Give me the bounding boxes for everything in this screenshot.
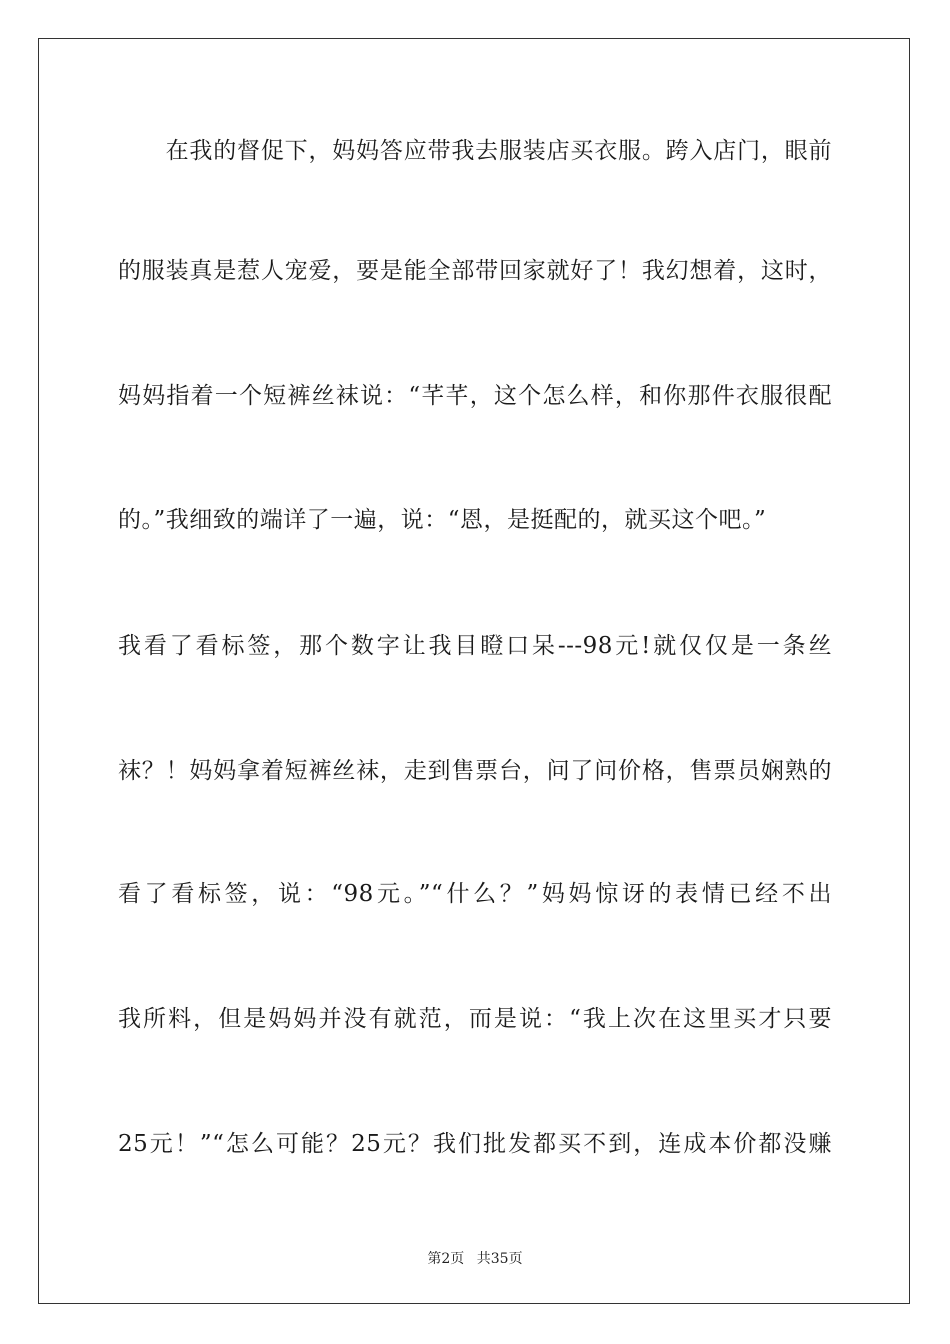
text-line-8: 我所料，但是妈妈并没有就范，而是说：“我上次在这里买才只要 (118, 1006, 832, 1032)
text-line-4: 的。”我细致的端详了一遍，说：“恩，是挺配的，就买这个吧。” (118, 507, 767, 533)
text-line-6: 袜？！妈妈拿着短裤丝袜，走到售票台，问了问价格，售票员娴熟的 (118, 758, 832, 784)
page-number: 第2页 (427, 1251, 465, 1267)
text-line-2: 的服装真是惹人宠爱，要是能全部带回家就好了！我幻想着，这时， (118, 258, 832, 284)
text-line-5: 我看了看标签，那个数字让我目瞪口呆---98元!就仅仅是一条丝 (118, 633, 832, 659)
text-line-3: 妈妈指着一个短裤丝袜说：“芊芊，这个怎么样，和你那件衣服很配 (118, 383, 832, 409)
page-border (38, 38, 910, 1304)
text-line-9: 25元！”“怎么可能？25元？我们批发都买不到，连成本价都没赚 (118, 1131, 832, 1157)
page-total: 共35页 (476, 1251, 523, 1267)
text-line-7: 看了看标签，说：“98元。”“什么？”妈妈惊讶的表情已经不出 (118, 881, 832, 907)
text-line-1: 在我的督促下，妈妈答应带我去服装店买衣服。跨入店门，眼前 (118, 138, 832, 164)
page-footer (0, 1248, 950, 1268)
